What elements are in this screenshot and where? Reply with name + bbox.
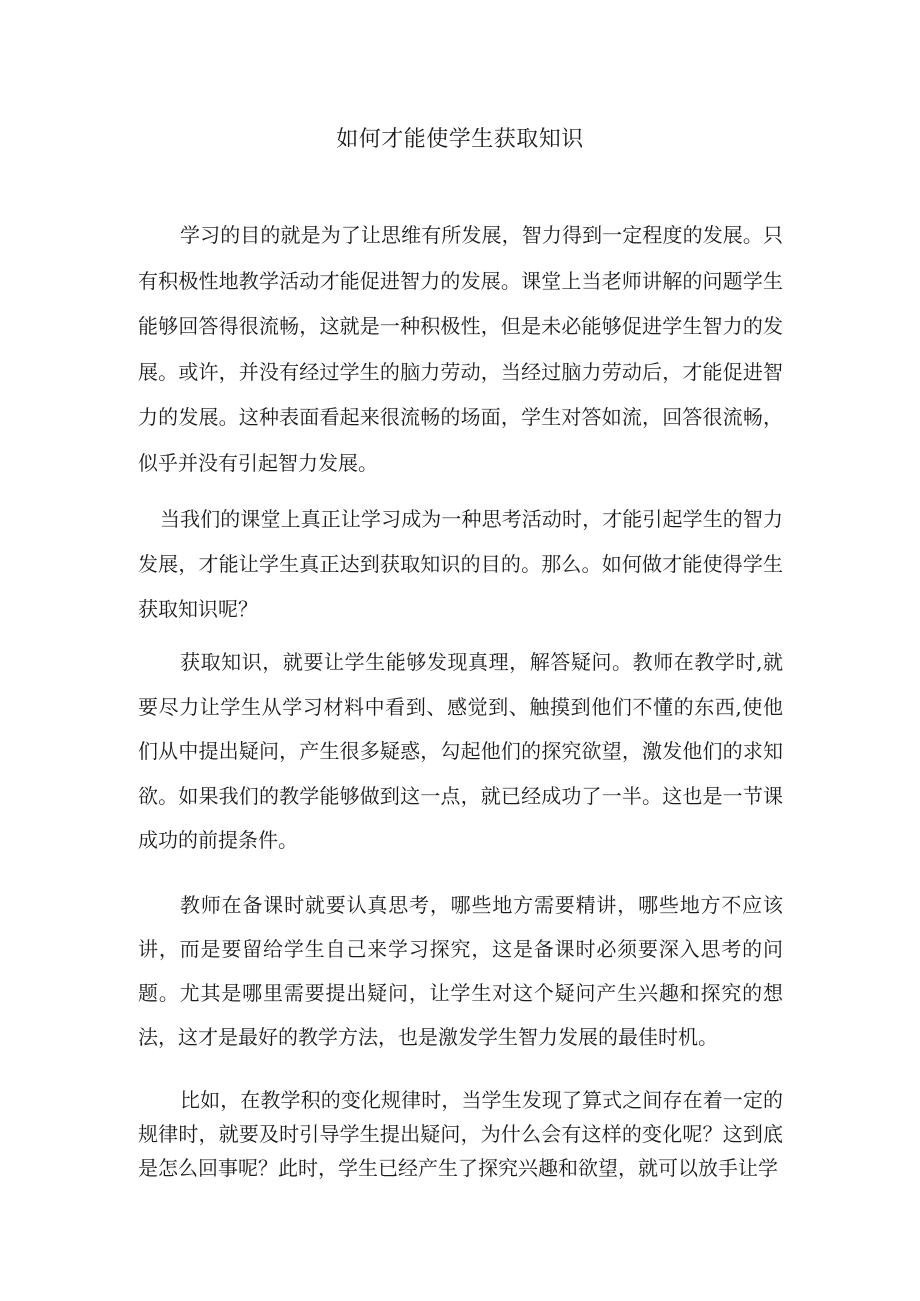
paragraph-4: 教师在备课时就要认真思考，哪些地方需要精讲，哪些地方不应该讲，而是要留给学生自己来学习探究，这是备课时必须要深入思考的问题。尤其是哪里需要提出疑问，让学生对这个疑问产生兴趣和探究的想法，这才是最好的教学方法，也是激发学生智力发展的最佳时机。 [138, 893, 783, 1049]
paragraph-2: 当我们的课堂上真正让学习成为一种思考活动时，才能引起学生的智力发展，才能让学生真正达到获取知识的目的。那么。如何做才能使得学生获取知识呢？ [138, 507, 783, 621]
paragraph-1: 学习的目的就是为了让思维有所发展，智力得到一定程度的发展。只有积极性地教学活动才能促进智力的发展。课堂上当老师讲解的问题学生能够回答得很流畅，这就是一种积极性，但是未必能够促进学生智力的发展。或许，并没有经过学生的脑力劳动，当经过脑力劳动后，才能促进智力的发展。这种表面看起来很流畅的场面，学生对答如流，回答很流畅，似乎并没有引起智力发展。 [138, 223, 783, 475]
paragraph-3: 获取知识，就要让学生能够发现真理，解答疑问。教师在教学时,就要尽力让学生从学习材料中看到、感觉到、触摸到他们不懂的东西,使他们从中提出疑问，产生很多疑惑，勾起他们的探究欲望，激发他们的求知欲。如果我们的教学能够做到这一点，就已经成功了一半。这也是一节课成功的前提条件。 [138, 650, 783, 853]
document-title: 如何才能使学生获取知识 [336, 127, 584, 152]
paragraph-5: 比如，在教学积的变化规律时，当学生发现了算式之间存在着一定的规律时，就要及时引导学生提出疑问，为什么会有这样的变化呢？这到底是怎么回事呢？此时，学生已经产生了探究兴趣和欲望，就可以放手让学 [138, 1088, 783, 1180]
